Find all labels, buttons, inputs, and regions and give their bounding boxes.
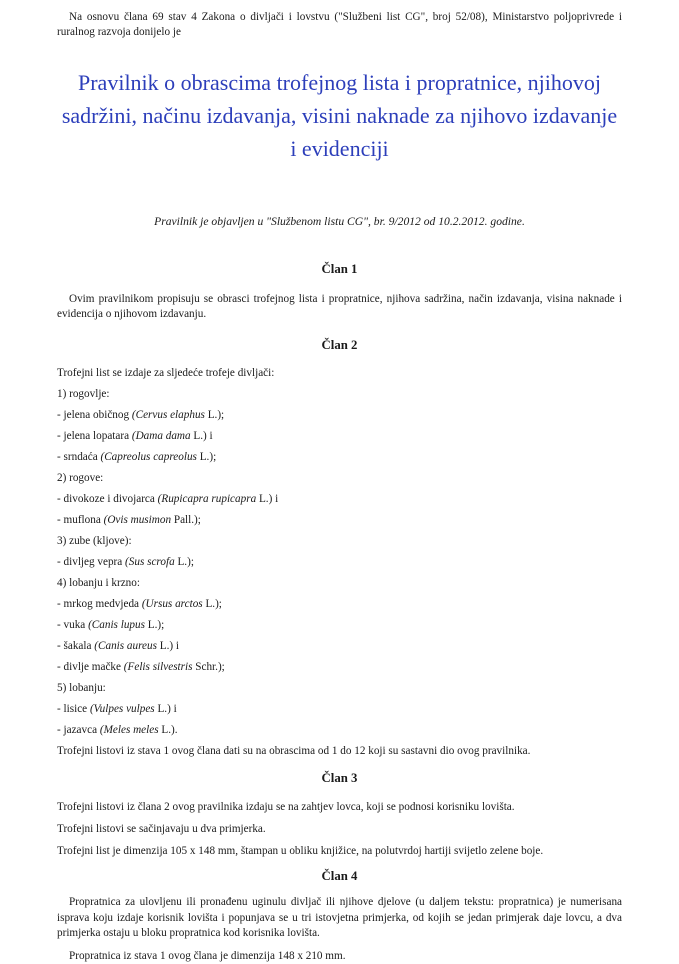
paragraph-text: - lisice xyxy=(57,703,90,715)
article-heading: Član 2 xyxy=(57,337,622,354)
latin-species-name: (Canis aureus xyxy=(94,640,157,652)
paragraph-text: L.) i xyxy=(256,493,278,505)
paragraph-text: Trofejni list je dimenzija 105 x 148 mm, štampan u obliku knjižice, na polutvrdoj hartiji svijetlo zelene boje. xyxy=(57,845,543,857)
article-paragraph xyxy=(57,576,622,591)
article-section xyxy=(57,261,622,322)
latin-species-name: (Rupicapra rupicapra xyxy=(158,493,257,505)
latin-species-name: (Ursus arctos xyxy=(142,598,203,610)
latin-species-name: (Felis silvestris xyxy=(124,661,193,673)
paragraph-text: - jelena lopatara xyxy=(57,430,132,442)
article-paragraph xyxy=(57,822,622,837)
paragraph-text: L.) i xyxy=(157,640,179,652)
paragraph-text: - srndaća xyxy=(57,451,100,463)
article-paragraph xyxy=(57,597,622,612)
paragraph-text: L.). xyxy=(159,724,178,736)
article-paragraph xyxy=(57,723,622,738)
paragraph-text: - jazavca xyxy=(57,724,100,736)
paragraph-text: Trofejni listovi se sačinjavaju u dva primjerka. xyxy=(57,823,266,835)
article-paragraph xyxy=(57,660,622,675)
intro-paragraph: Na osnovu člana 69 stav 4 Zakona o divljači i lovstvu ("Službeni list CG", broj 52/08), Ministarstvo poljoprivrede i ruralnog razvoja donijelo je xyxy=(57,10,622,40)
document-title xyxy=(35,66,644,165)
paragraph-text: - divlje mačke xyxy=(57,661,124,673)
article-paragraph xyxy=(57,366,622,381)
article-paragraph xyxy=(57,429,622,444)
paragraph-text: L.); xyxy=(203,598,222,610)
latin-species-name: (Meles meles xyxy=(100,724,159,736)
articles-container xyxy=(57,261,622,964)
article-paragraph xyxy=(57,681,622,696)
paragraph-text: 1) rogovlje: xyxy=(57,388,110,400)
paragraph-text: L.); xyxy=(145,619,164,631)
paragraph-text: - šakala xyxy=(57,640,94,652)
article-paragraph xyxy=(57,492,622,507)
latin-species-name: (Ovis musimon xyxy=(104,514,171,526)
paragraph-text: L.) i xyxy=(191,430,213,442)
paragraph-text: 5) lobanju: xyxy=(57,682,106,694)
article-paragraph xyxy=(57,702,622,717)
article-paragraph xyxy=(57,800,622,815)
document-title-line: Pravilnik o obrascima trofejnog lista i propratnice, njihovoj xyxy=(35,66,644,99)
article-paragraph xyxy=(57,844,622,859)
document-title-line: sadržini, načinu izdavanja, visini naknade za njihovo izdavanje xyxy=(35,99,644,132)
latin-species-name: (Dama dama xyxy=(132,430,191,442)
latin-species-name: (Vulpes vulpes xyxy=(90,703,155,715)
article-paragraph xyxy=(57,895,622,942)
paragraph-text: L.); xyxy=(175,556,194,568)
paragraph-text: - vuka xyxy=(57,619,88,631)
article-paragraph xyxy=(57,471,622,486)
paragraph-text: 2) rogove: xyxy=(57,472,103,484)
paragraph-text: Trofejni list se izdaje za sljedeće trofeje divljači: xyxy=(57,367,274,379)
article-paragraph xyxy=(57,949,622,964)
article-paragraph xyxy=(57,450,622,465)
article-section xyxy=(57,770,622,859)
paragraph-text: Propratnica iz stava 1 ovog člana je dimenzija 148 x 210 mm. xyxy=(69,950,346,962)
article-section xyxy=(57,868,622,964)
paragraph-text: Pall.); xyxy=(171,514,201,526)
paragraph-text: L.); xyxy=(197,451,216,463)
article-paragraph xyxy=(57,555,622,570)
article-paragraph xyxy=(57,744,622,759)
article-paragraph xyxy=(57,387,622,402)
latin-species-name: (Capreolus capreolus xyxy=(100,451,196,463)
publication-note: Pravilnik je objavljen u "Službenom listu CG", br. 9/2012 od 10.2.2012. godine. xyxy=(57,214,622,230)
article-paragraph xyxy=(57,618,622,633)
article-section xyxy=(57,337,622,759)
paragraph-text: - jelena običnog xyxy=(57,409,132,421)
paragraph-text: Ovim pravilnikom propisuju se obrasci trofejnog lista i propratnice, njihova sadržina, način izdavanja, visina naknade i evidencija o njihovom izdavanju. xyxy=(57,293,622,320)
latin-species-name: (Cervus elaphus xyxy=(132,409,205,421)
paragraph-text: Propratnica za ulovljenu ili pronađenu uginulu divljač ili njihove djelove (u daljem tekstu: propratnica) je numerisana isprava koju izdaje korisnik lovišta i popunjava se u tri istovjetna primjerka, od kojih se jedan primjerak daje lovcu, a dva primjerka ostaju u bloku propratnica kod korisnika lovišta. xyxy=(57,896,622,939)
paragraph-text: Trofejni listovi iz člana 2 ovog pravilnika izdaju se na zahtjev lovca, koji se podnosi korisniku lovišta. xyxy=(57,801,515,813)
paragraph-text: Trofejni listovi iz stava 1 ovog člana dati su na obrascima od 1 do 12 koji su sastavni dio ovog pravilnika. xyxy=(57,745,530,757)
latin-species-name: (Sus scrofa xyxy=(125,556,175,568)
paragraph-text: 3) zube (kljove): xyxy=(57,535,132,547)
article-heading: Član 1 xyxy=(57,261,622,278)
article-paragraph xyxy=(57,534,622,549)
article-paragraph xyxy=(57,292,622,322)
paragraph-text: Schr.); xyxy=(192,661,224,673)
article-paragraph xyxy=(57,408,622,423)
paragraph-text: - mrkog medvjeda xyxy=(57,598,142,610)
paragraph-text: L.) i xyxy=(155,703,177,715)
latin-species-name: (Canis lupus xyxy=(88,619,145,631)
article-paragraph xyxy=(57,639,622,654)
paragraph-text: - divljeg vepra xyxy=(57,556,125,568)
article-paragraph xyxy=(57,513,622,528)
paragraph-text: - divokoze i divojarca xyxy=(57,493,158,505)
article-heading: Član 3 xyxy=(57,770,622,787)
paragraph-text: L.); xyxy=(205,409,224,421)
article-heading: Član 4 xyxy=(57,868,622,885)
document-title-line: i evidenciji xyxy=(35,132,644,165)
paragraph-text: - muflona xyxy=(57,514,104,526)
paragraph-text: 4) lobanju i krzno: xyxy=(57,577,140,589)
